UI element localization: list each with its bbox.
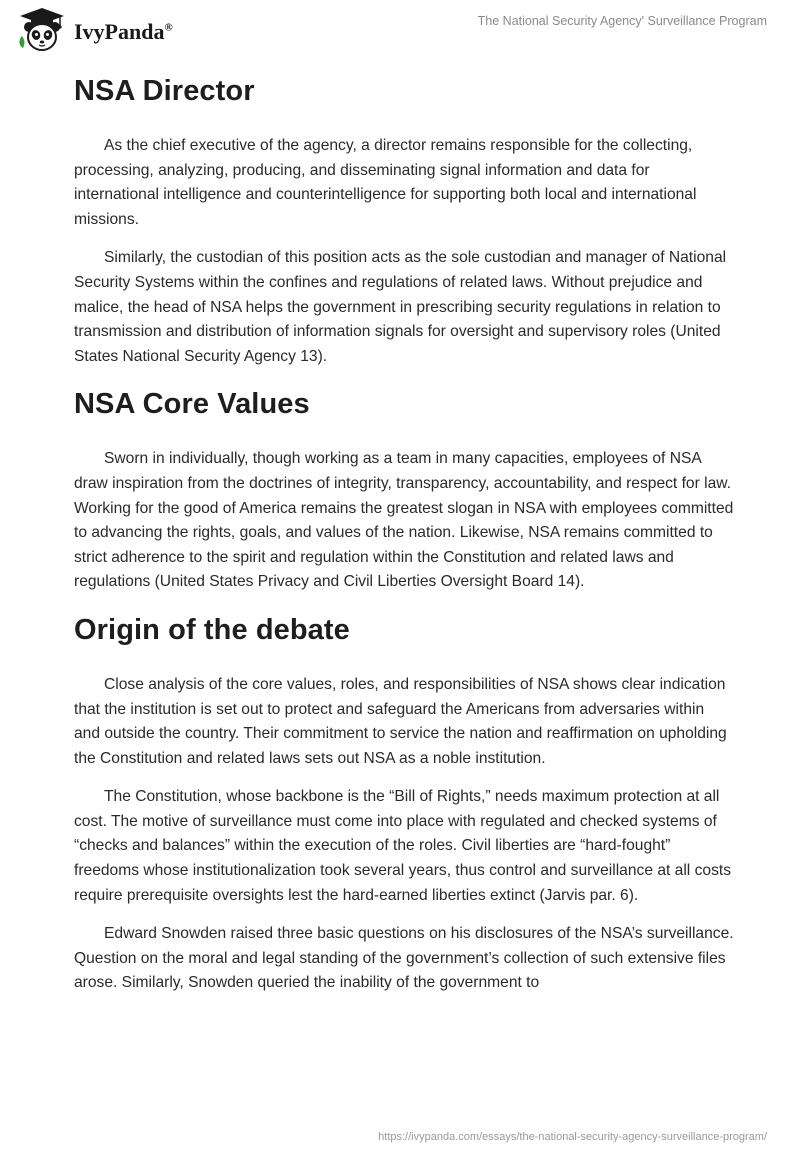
panda-graduate-icon — [16, 6, 68, 54]
paragraph: The Constitution, whose backbone is the “Bill of Rights,” needs maximum protection at all cost. The motive of surveillance must come into place with regulated and checked systems of “checks and balances” within the execution of the roles. Civil liberties are “hard-fought” freedoms whose institutionalization took several years, thus control and surveillance at all costs require prerequisite oversights lest the hard-earned liberties extinct (Jarvis par. 6). — [74, 788, 732, 904]
source-url-link[interactable]: https://ivypanda.com/essays/the-national-security-agency-surveillance-program/ — [378, 1131, 767, 1143]
section-heading-nsa-director: NSA Director — [74, 75, 255, 107]
article-body — [74, 70, 734, 996]
section-heading-nsa-core-values: NSA Core Values — [74, 388, 310, 421]
paragraph: Similarly, the custodian of this position acts as the sole custodian and manager of National Security Systems within the confines and regulations of related laws. Without prejudice and malice, the head of NSA helps the government in prescribing security regulations in relation to transmission and distribution of information signals for oversight and supervisory roles (United States National Security Agency 13). — [74, 249, 727, 365]
ivypanda-logo[interactable] — [16, 6, 173, 54]
document-title: The National Security Agency' Surveillance Program — [477, 14, 767, 28]
section-heading-origin-of-the-debate: Origin of the debate — [74, 613, 350, 646]
page-header — [0, 0, 800, 60]
paragraph: Sworn in individually, though working as a team in many capacities, employees of NSA draw inspiration from the doctrines of integrity, transparency, accountability, and respect for law. Working for the good of America remains the greatest slogan in NSA with employees committed to advancing the rights, goals, and values of the nation. Likewise, NSA remains committed to strict adherence to the spirit and regulation within the Constitution and related laws and regulations (United States Privacy and Civil Liberties Oversight Board 14). — [74, 450, 734, 591]
paragraph: Close analysis of the core values, roles, and responsibilities of NSA shows clear indication that the institution is set out to protect and safeguard the Americans from adversaries within and outside the country. Their commitment to service the nation and reaffirmation on upholding the Constitution and related laws sets out NSA as a noble institution. — [74, 675, 727, 767]
paragraph: As the chief executive of the agency, a director remains responsible for the collecting, processing, analyzing, producing, and disseminating signal information and data for international intelligence and counterintelligence for supporting both local and international missions. — [74, 137, 697, 228]
brand-name: IvyPanda® — [74, 19, 173, 44]
paragraph: Edward Snowden raised three basic questions on his disclosures of the NSA’s surveillance. Question on the moral and legal standing of the government’s collection of such extensive files arose. Similarly, Snowden queried the inability of the government to — [74, 925, 734, 992]
